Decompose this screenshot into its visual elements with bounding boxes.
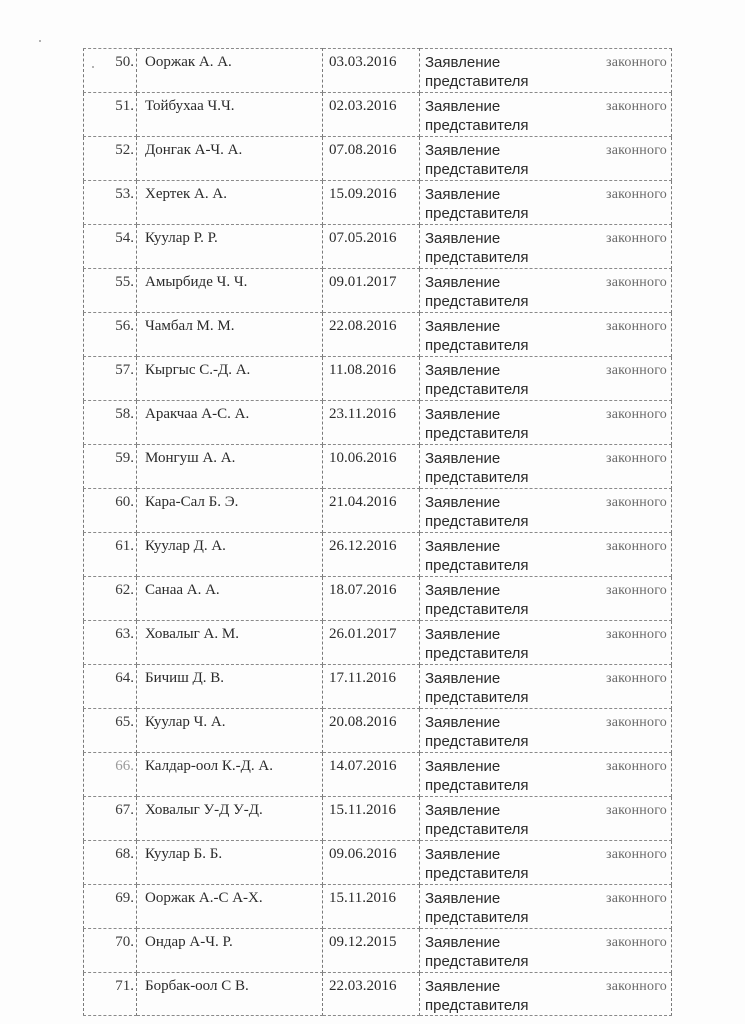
registry-table <box>83 48 672 1016</box>
person-name: Куулар Ч. А. <box>137 709 323 753</box>
table-row <box>84 401 672 445</box>
table-row <box>84 797 672 841</box>
basis-cell <box>420 621 672 665</box>
basis-word-statement: Заявление <box>425 538 501 555</box>
table-row <box>84 489 672 533</box>
row-number: 56. <box>84 313 137 357</box>
basis-word-statement: Заявление <box>425 670 501 687</box>
basis-line-1 <box>425 889 667 908</box>
person-name: Ондар А-Ч. Р. <box>137 929 323 973</box>
basis-word-statement: Заявление <box>425 890 501 907</box>
table-row <box>84 181 672 225</box>
basis-line-2: представителя <box>425 161 529 178</box>
table-row <box>84 137 672 181</box>
record-date: 21.04.2016 <box>323 489 420 533</box>
record-date: 02.03.2016 <box>323 93 420 137</box>
basis-line-2: представителя <box>425 821 529 838</box>
person-name: Монгуш А. А. <box>137 445 323 489</box>
basis-cell <box>420 533 672 577</box>
record-date: 20.08.2016 <box>323 709 420 753</box>
record-date: 15.11.2016 <box>323 885 420 929</box>
basis-cell <box>420 137 672 181</box>
table-row <box>84 225 672 269</box>
row-number: 57. <box>84 357 137 401</box>
basis-word-statement: Заявление <box>425 978 501 995</box>
basis-line-2: представителя <box>425 381 529 398</box>
basis-line-1 <box>425 625 667 644</box>
row-number: 58. <box>84 401 137 445</box>
row-number: 51. <box>84 93 137 137</box>
basis-word-statement: Заявление <box>425 626 501 643</box>
basis-line-2: представителя <box>425 953 529 970</box>
table-row <box>84 357 672 401</box>
basis-word-statement: Заявление <box>425 934 501 951</box>
basis-cell <box>420 753 672 797</box>
person-name: Калдар-оол К.-Д. А. <box>137 753 323 797</box>
basis-line-1 <box>425 141 667 160</box>
basis-line-2: представителя <box>425 557 529 574</box>
basis-line-1 <box>425 845 667 864</box>
basis-word-statement: Заявление <box>425 582 501 599</box>
table-row <box>84 445 672 489</box>
person-name: Ховалыг А. М. <box>137 621 323 665</box>
row-number: 60. <box>84 489 137 533</box>
basis-line-2: представителя <box>425 997 529 1014</box>
table-row <box>84 973 672 1016</box>
person-name: Аракчаа А-С. А. <box>137 401 323 445</box>
basis-word-legal: законного <box>605 495 667 510</box>
basis-cell <box>420 665 672 709</box>
row-number: 61. <box>84 533 137 577</box>
record-date: 03.03.2016 <box>323 49 420 93</box>
basis-line-1 <box>425 449 667 468</box>
table-row <box>84 269 672 313</box>
basis-line-1 <box>425 97 667 116</box>
row-number: 59. <box>84 445 137 489</box>
basis-line-1 <box>425 493 667 512</box>
basis-word-statement: Заявление <box>425 274 501 291</box>
person-name: Кыргыс С.-Д. А. <box>137 357 323 401</box>
basis-line-1 <box>425 977 667 996</box>
table-row <box>84 885 672 929</box>
row-number: 50. <box>84 49 137 93</box>
basis-cell <box>420 401 672 445</box>
basis-word-legal: законного <box>605 759 667 774</box>
basis-line-2: представителя <box>425 293 529 310</box>
record-date: 26.01.2017 <box>323 621 420 665</box>
row-number: 62. <box>84 577 137 621</box>
basis-cell <box>420 49 672 93</box>
basis-cell <box>420 445 672 489</box>
basis-cell <box>420 797 672 841</box>
basis-word-statement: Заявление <box>425 406 501 423</box>
basis-line-1 <box>425 53 667 72</box>
basis-cell <box>420 709 672 753</box>
basis-cell <box>420 885 672 929</box>
basis-word-statement: Заявление <box>425 714 501 731</box>
person-name: Борбак-оол С В. <box>137 973 323 1016</box>
basis-word-legal: законного <box>605 627 667 642</box>
basis-cell <box>420 225 672 269</box>
basis-word-statement: Заявление <box>425 98 501 115</box>
basis-line-1 <box>425 757 667 776</box>
basis-word-legal: законного <box>605 451 667 466</box>
row-number: 70. <box>84 929 137 973</box>
basis-cell <box>420 313 672 357</box>
record-date: 14.07.2016 <box>323 753 420 797</box>
basis-word-legal: законного <box>605 583 667 598</box>
row-number: 52. <box>84 137 137 181</box>
basis-word-legal: законного <box>605 715 667 730</box>
table-row <box>84 93 672 137</box>
row-number: 68. <box>84 841 137 885</box>
basis-line-2: представителя <box>425 337 529 354</box>
table-row <box>84 621 672 665</box>
basis-cell <box>420 577 672 621</box>
person-name: Ооржак А.-С А-Х. <box>137 885 323 929</box>
record-date: 18.07.2016 <box>323 577 420 621</box>
record-date: 07.08.2016 <box>323 137 420 181</box>
basis-line-1 <box>425 405 667 424</box>
basis-line-2: представителя <box>425 733 529 750</box>
basis-cell <box>420 489 672 533</box>
row-number: 67. <box>84 797 137 841</box>
table-row <box>84 313 672 357</box>
basis-cell <box>420 929 672 973</box>
basis-word-statement: Заявление <box>425 450 501 467</box>
row-number: 69. <box>84 885 137 929</box>
person-name: Кара-Сал Б. Э. <box>137 489 323 533</box>
basis-word-statement: Заявление <box>425 230 501 247</box>
row-number: 65. <box>84 709 137 753</box>
record-date: 17.11.2016 <box>323 665 420 709</box>
record-date: 22.08.2016 <box>323 313 420 357</box>
basis-word-legal: законного <box>605 847 667 862</box>
basis-word-statement: Заявление <box>425 494 501 511</box>
basis-line-2: представителя <box>425 249 529 266</box>
person-name: Куулар Р. Р. <box>137 225 323 269</box>
basis-word-legal: законного <box>605 99 667 114</box>
basis-line-1 <box>425 713 667 732</box>
row-number: 55. <box>84 269 137 313</box>
basis-line-2: представителя <box>425 777 529 794</box>
person-name: Куулар Б. Б. <box>137 841 323 885</box>
registry-table-body <box>84 49 672 1016</box>
basis-line-2: представителя <box>425 73 529 90</box>
table-row <box>84 665 672 709</box>
row-number: 66. <box>84 753 137 797</box>
basis-word-legal: законного <box>605 671 667 686</box>
basis-line-2: представителя <box>425 425 529 442</box>
basis-line-1 <box>425 669 667 688</box>
person-name: Ховалыг У-Д У-Д. <box>137 797 323 841</box>
basis-word-statement: Заявление <box>425 846 501 863</box>
person-name: Донгак А-Ч. А. <box>137 137 323 181</box>
basis-cell <box>420 269 672 313</box>
row-number: 54. <box>84 225 137 269</box>
table-row <box>84 49 672 93</box>
basis-line-1 <box>425 801 667 820</box>
basis-line-1 <box>425 581 667 600</box>
record-date: 23.11.2016 <box>323 401 420 445</box>
basis-word-statement: Заявление <box>425 318 501 335</box>
basis-line-1 <box>425 273 667 292</box>
basis-cell <box>420 357 672 401</box>
basis-word-legal: законного <box>605 407 667 422</box>
record-date: 11.08.2016 <box>323 357 420 401</box>
basis-line-1 <box>425 933 667 952</box>
basis-word-statement: Заявление <box>425 758 501 775</box>
basis-word-legal: законного <box>605 363 667 378</box>
basis-word-legal: законного <box>605 143 667 158</box>
record-date: 15.09.2016 <box>323 181 420 225</box>
basis-word-legal: законного <box>605 539 667 554</box>
person-name: Чамбал М. М. <box>137 313 323 357</box>
basis-word-legal: законного <box>605 891 667 906</box>
basis-line-1 <box>425 361 667 380</box>
record-date: 15.11.2016 <box>323 797 420 841</box>
basis-line-1 <box>425 185 667 204</box>
basis-line-1 <box>425 229 667 248</box>
row-number: 71. <box>84 973 137 1016</box>
person-name: Тойбухаа Ч.Ч. <box>137 93 323 137</box>
basis-line-2: представителя <box>425 909 529 926</box>
person-name: Бичиш Д. В. <box>137 665 323 709</box>
basis-cell <box>420 973 672 1016</box>
person-name: Санаа А. А. <box>137 577 323 621</box>
basis-line-2: представителя <box>425 117 529 134</box>
basis-line-1 <box>425 317 667 336</box>
person-name: Амырбиде Ч. Ч. <box>137 269 323 313</box>
table-row <box>84 709 672 753</box>
basis-word-legal: законного <box>605 187 667 202</box>
basis-word-legal: законного <box>605 803 667 818</box>
record-date: 10.06.2016 <box>323 445 420 489</box>
basis-word-statement: Заявление <box>425 802 501 819</box>
table-row <box>84 577 672 621</box>
basis-word-legal: законного <box>605 979 667 994</box>
person-name: Хертек А. А. <box>137 181 323 225</box>
basis-line-2: представителя <box>425 601 529 618</box>
record-date: 26.12.2016 <box>323 533 420 577</box>
record-date: 22.03.2016 <box>323 973 420 1016</box>
row-number: 53. <box>84 181 137 225</box>
basis-word-statement: Заявление <box>425 362 501 379</box>
table-row <box>84 753 672 797</box>
record-date: 09.06.2016 <box>323 841 420 885</box>
record-date: 09.12.2015 <box>323 929 420 973</box>
basis-line-2: представителя <box>425 205 529 222</box>
table-row <box>84 841 672 885</box>
basis-word-legal: законного <box>605 319 667 334</box>
basis-line-2: представителя <box>425 513 529 530</box>
basis-word-statement: Заявление <box>425 142 501 159</box>
basis-line-2: представителя <box>425 865 529 882</box>
basis-word-legal: законного <box>605 55 667 70</box>
person-name: Куулар Д. А. <box>137 533 323 577</box>
basis-word-legal: законного <box>605 275 667 290</box>
person-name: Ооржак А. А. <box>137 49 323 93</box>
basis-cell <box>420 841 672 885</box>
basis-line-1 <box>425 537 667 556</box>
basis-cell <box>420 181 672 225</box>
basis-line-2: представителя <box>425 689 529 706</box>
basis-line-2: представителя <box>425 645 529 662</box>
scan-speck <box>39 40 41 42</box>
basis-line-2: представителя <box>425 469 529 486</box>
basis-word-legal: законного <box>605 231 667 246</box>
basis-word-statement: Заявление <box>425 54 501 71</box>
basis-word-legal: законного <box>605 935 667 950</box>
record-date: 09.01.2017 <box>323 269 420 313</box>
table-row <box>84 533 672 577</box>
basis-cell <box>420 93 672 137</box>
basis-word-statement: Заявление <box>425 186 501 203</box>
table-row <box>84 929 672 973</box>
record-date: 07.05.2016 <box>323 225 420 269</box>
row-number: 63. <box>84 621 137 665</box>
row-number: 64. <box>84 665 137 709</box>
